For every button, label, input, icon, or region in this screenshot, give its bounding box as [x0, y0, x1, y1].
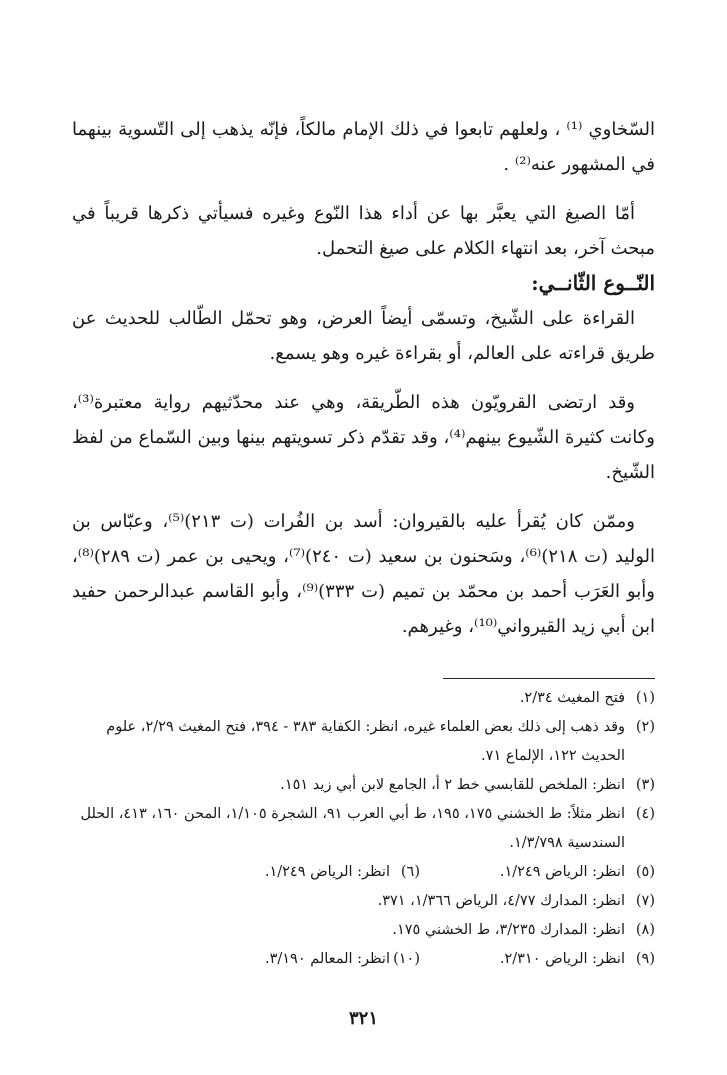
paragraph-4: وقد ارتضى القرويّون هذه الطّريقة، وهي عند محدّثيهم رواية معتبرة⁽³⁾، وكانت كثيرة الشّيوع بينهم⁽⁴⁾، وقد تقدّم ذكر تسويتهم بينها وبين السّماع من لفظ الشّيخ. [72, 392, 655, 483]
footnote-number: (٨) [635, 922, 655, 938]
footnote-8 [72, 916, 655, 945]
footnote-10 [265, 945, 420, 974]
footnote-5 [420, 858, 655, 887]
paragraph-1: السّخاوي ⁽¹⁾ ، ولعلهم تابعوا في ذلك الإمام مالكاً، فإنّه يذهب إلى التّسوية بينهما في المشهور عنه⁽²⁾ . [72, 119, 655, 175]
footnote-separator [443, 678, 655, 679]
footnote-3 [72, 771, 655, 800]
footnote-text: انظر: الرياض ٢/٣١٠. [499, 951, 625, 967]
footnote-row-9-10 [72, 945, 655, 974]
footnote-number: (٤) [635, 806, 655, 822]
footnote-text: انظر مثلاً: ط الخشني ١٧٥، ١٩٥، ط أبي العرب ٩١، الشجرة ١/١٠٥، المحن ١٦٠، ٤١٣، الحلل السندسية ١/٣/٧٩٨. [80, 806, 625, 851]
footnote-number: (١) [635, 690, 655, 706]
footnote-9 [420, 945, 655, 974]
footnote-number: (٩) [635, 951, 655, 967]
footnote-number: (٦) [400, 864, 420, 880]
footnote-number: (٧) [635, 893, 655, 909]
footnote-2 [72, 713, 655, 771]
footnote-6 [265, 858, 420, 887]
footnote-number: (٢) [635, 719, 655, 735]
footnote-text: انظر: المعالم ٣/١٩٠. [264, 951, 390, 967]
paragraph-2: أمّا الصيغ التي يعبَّر بها عن أداء هذا النّوع وغيره فسيأتي ذكرها قريباً في مبحث آخر، بعد انتهاء الكلام على صيغ التحمل. [72, 203, 655, 259]
footnote-text: انظر: الرياض ١/٢٤٩. [499, 864, 625, 880]
footnote-text: انظر: الرياض ١/٢٤٩. [264, 864, 390, 880]
paragraph-3: القراءة على الشّيخ، وتسمّى أيضاً العرض، وهو تحمّل الطّالب للحديث عن طريق قراءته على العالم، أو بقراءة غيره وهو يسمع. [72, 308, 655, 364]
footnote-number: (٥) [635, 864, 655, 880]
footnote-text: فتح المغيث ٢/٣٤. [519, 690, 625, 706]
page-number: ٣٢١ [348, 1008, 378, 1029]
footnote-text: انظر: المدارك ٤/٧٧، الرياض ١/٣٦٦، ٣٧١. [377, 893, 625, 909]
footnote-text: انظر: المدارك ٣/٢٣٥، ط الخشني ١٧٥. [392, 922, 625, 938]
paragraph-5: وممّن كان يُقرأ عليه بالقيروان: أسد بن الفُرات (ت ٢١٣)⁽⁵⁾، وعبّاس بن الوليد (ت ٢١٨)⁽⁶⁾، وسَحنون بن سعيد (ت ٢٤٠)⁽⁷⁾، ويحيى بن عمر (ت ٢٨٩)⁽⁸⁾، وأبو العَرَب أحمد بن محمّد بن تميم (ت ٣٣٣)⁽⁹⁾، وأبو القاسم عبدالرحمن حفيد ابن أبي زيد القيرواني⁽¹⁰⁾، وغيرهم. [72, 511, 655, 637]
footnote-text: انظر: الملخص للقابسي خط ٢ أ، الجامع لابن أبي زيد ١٥١. [280, 777, 625, 793]
footnote-number: (٣) [635, 777, 655, 793]
footnote-number: (١٠) [393, 951, 420, 967]
footnote-text: وقد ذهب إلى ذلك بعض العلماء غيره، انظر: الكفاية ٣٨٣ - ٣٩٤، فتح المغيث ٢/٢٩، علوم الحديث ١٢٢، الإلماع ٧١. [106, 719, 625, 764]
footnote-row-5-6 [72, 858, 655, 887]
footnote-1 [72, 684, 655, 713]
section-heading: النّــوع الثّانــي: [531, 271, 655, 295]
footnote-4 [72, 800, 655, 858]
main-text [72, 112, 655, 644]
footnotes [72, 684, 655, 974]
footnote-7 [72, 887, 655, 916]
